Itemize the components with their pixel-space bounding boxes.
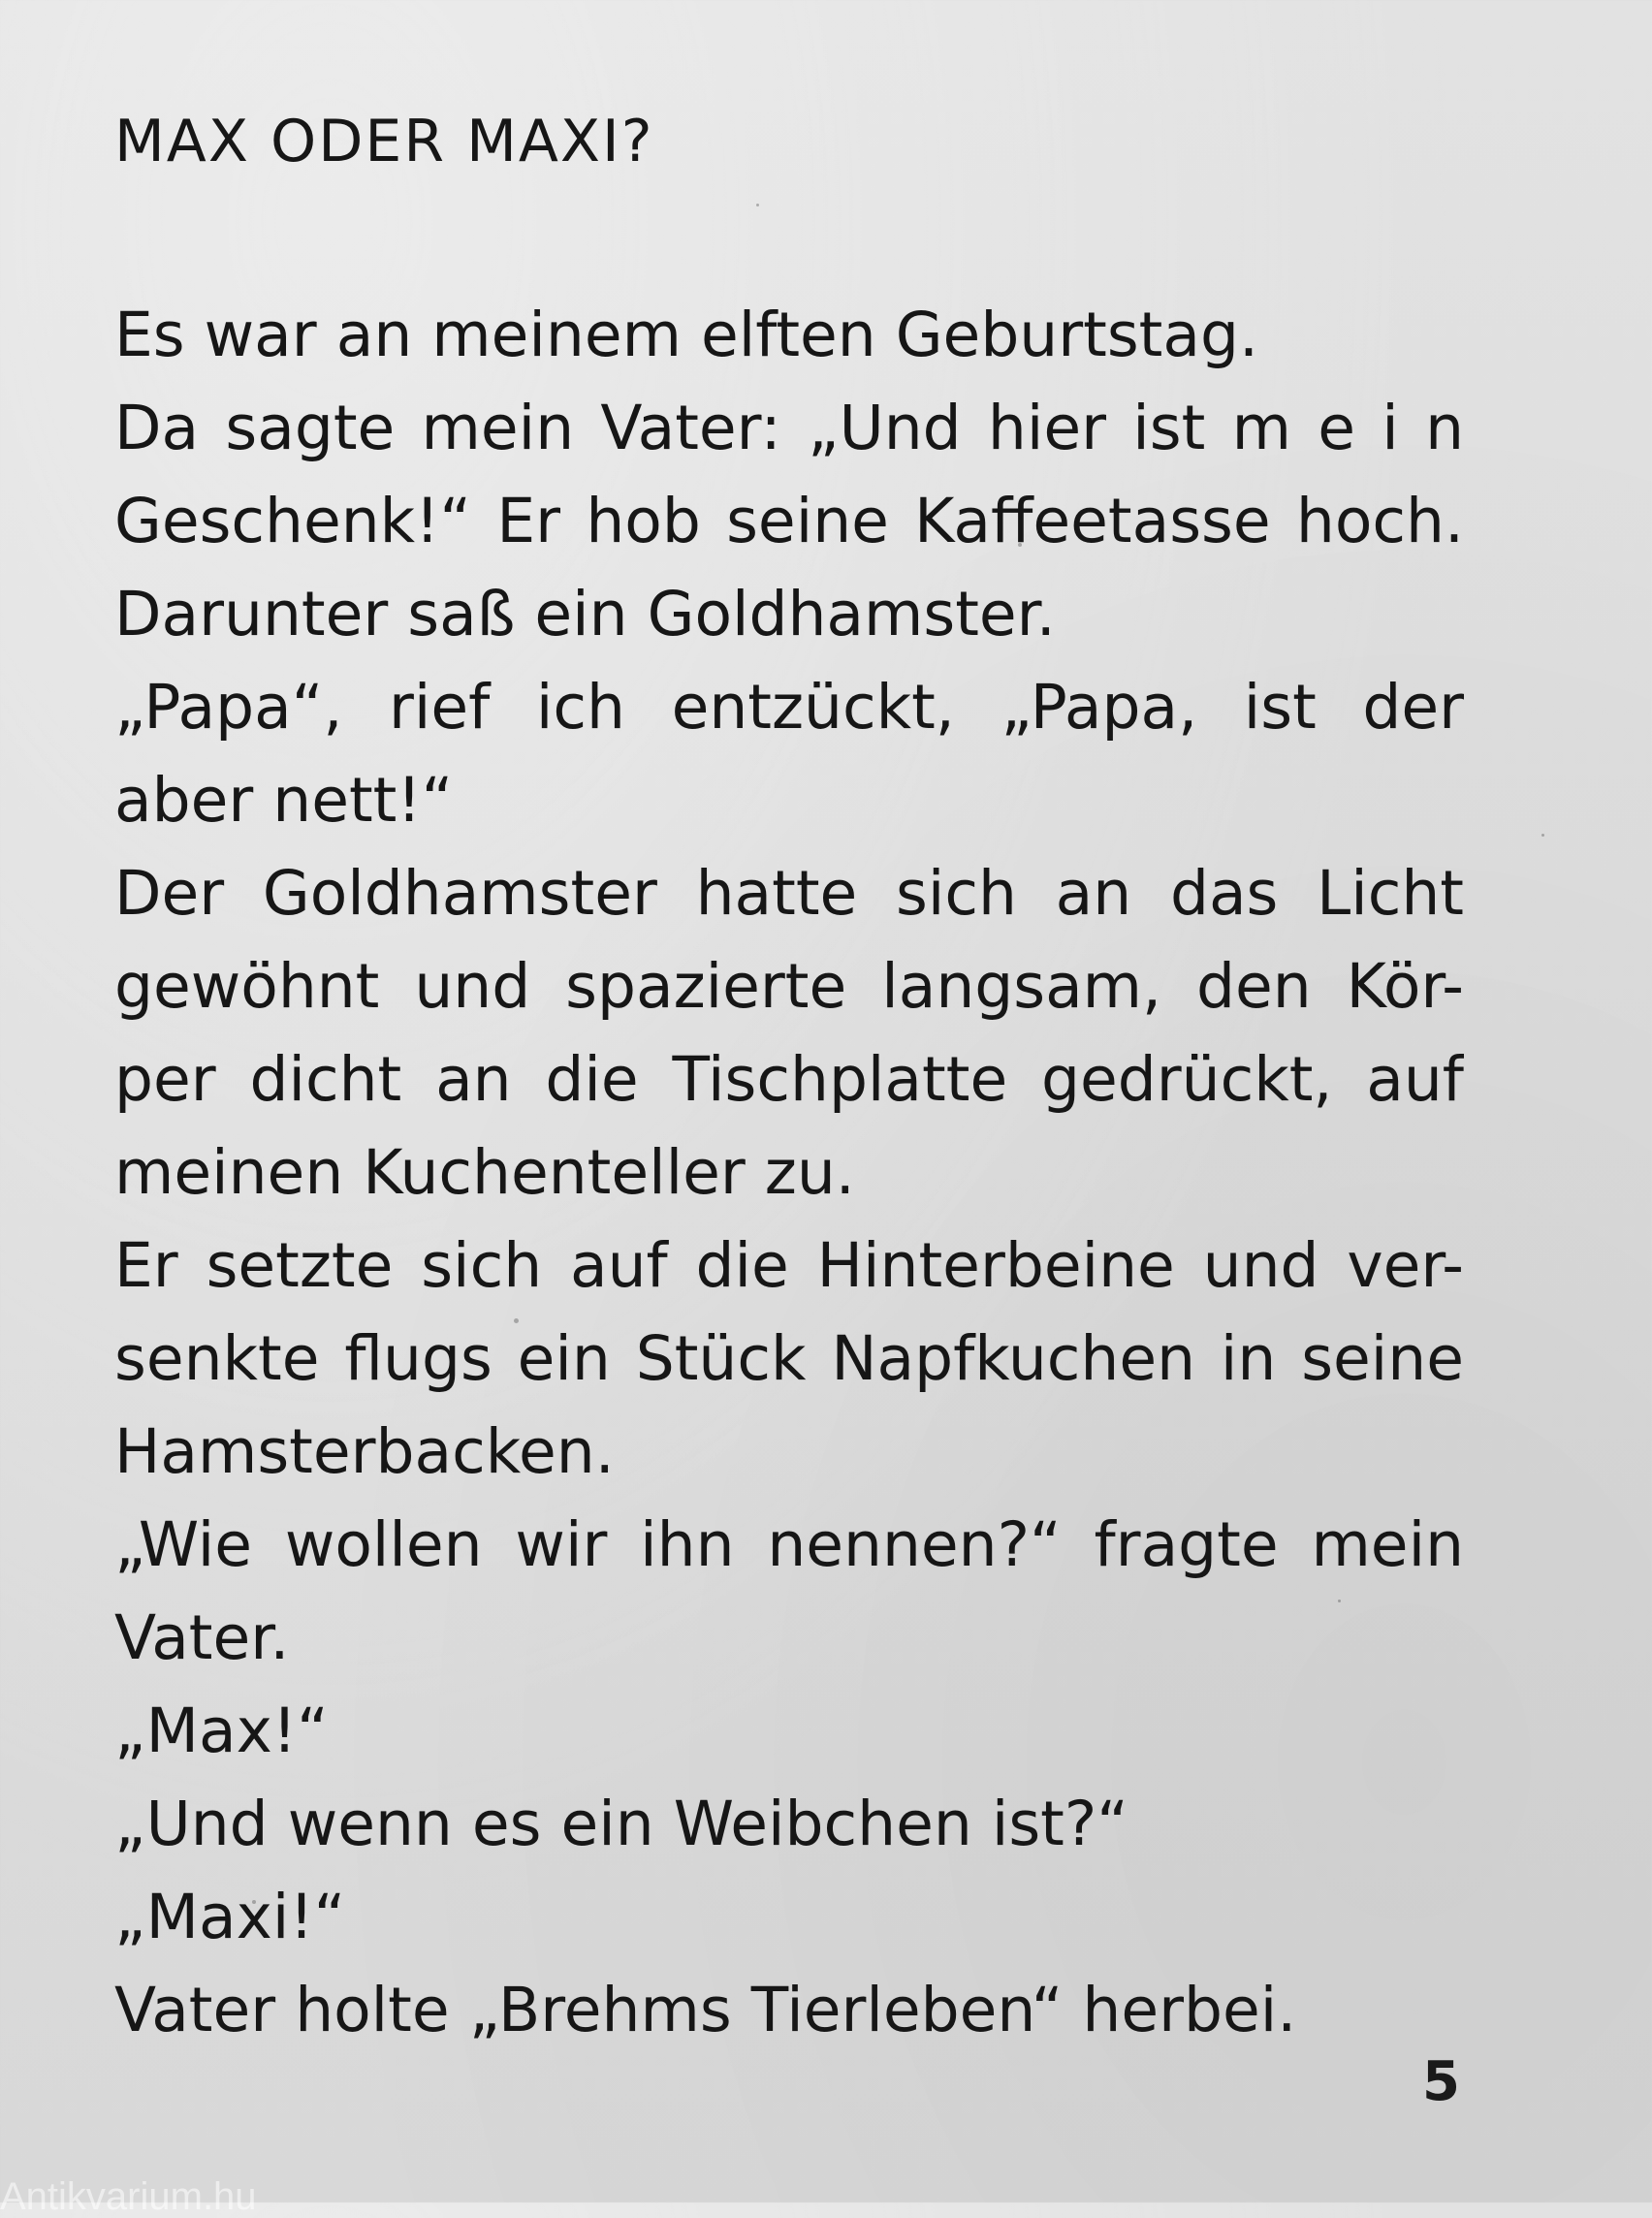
- text-line: Vater holte „Brehms Tierleben“ herbei.: [114, 1975, 1297, 2045]
- paper-speck: [756, 204, 759, 206]
- paper-speck: [514, 1318, 519, 1323]
- text-line: „Und wenn es ein Weibchen ist?“: [114, 1789, 1128, 1859]
- text-line: „Papa“, rief ich entzückt, „Papa, ist der: [114, 672, 1464, 743]
- page-number: 5: [1422, 2050, 1460, 2113]
- text-line: gewöhnt und spazierte langsam, den Kör-: [114, 951, 1464, 1022]
- paper-speck: [252, 1900, 256, 1904]
- watermark: Antikvarium.hu: [0, 2175, 257, 2218]
- text-line: Es war an meinem elften Geburtstag.: [114, 300, 1258, 370]
- text-line: Darunter saß ein Goldhamster.: [114, 579, 1056, 650]
- body-text: [114, 289, 1464, 2057]
- text-line: Geschenk!“ Er hob seine Kaffeetasse hoch.: [114, 486, 1464, 556]
- text-line: Der Goldhamster hatte sich an das Licht: [114, 858, 1464, 929]
- paper-speck: [1018, 543, 1022, 547]
- text-line: senkte flugs ein Stück Napfkuchen in seine: [114, 1323, 1464, 1394]
- paper-speck: [1338, 1600, 1341, 1602]
- text-line: Hamsterbacken.: [114, 1416, 615, 1487]
- text-line: „Maxi!“: [114, 1882, 346, 1952]
- text-line: meinen Kuchenteller zu.: [114, 1137, 855, 1208]
- text-line: „Wie wollen wir ihn nennen?“ fragte mein: [114, 1509, 1464, 1580]
- text-line: Vater.: [114, 1602, 290, 1673]
- text-line: aber nett!“: [114, 765, 454, 836]
- text-line: Er setzte sich auf die Hinterbeine und ver-: [114, 1230, 1464, 1301]
- chapter-title: MAX ODER MAXI?: [114, 108, 654, 175]
- text-line: Da sagte mein Vater: „Und hier ist m e i n: [114, 393, 1464, 463]
- paper-speck: [1541, 834, 1544, 837]
- text-line: per dicht an die Tischplatte gedrückt, auf: [114, 1044, 1464, 1115]
- text-line: „Max!“: [114, 1695, 329, 1766]
